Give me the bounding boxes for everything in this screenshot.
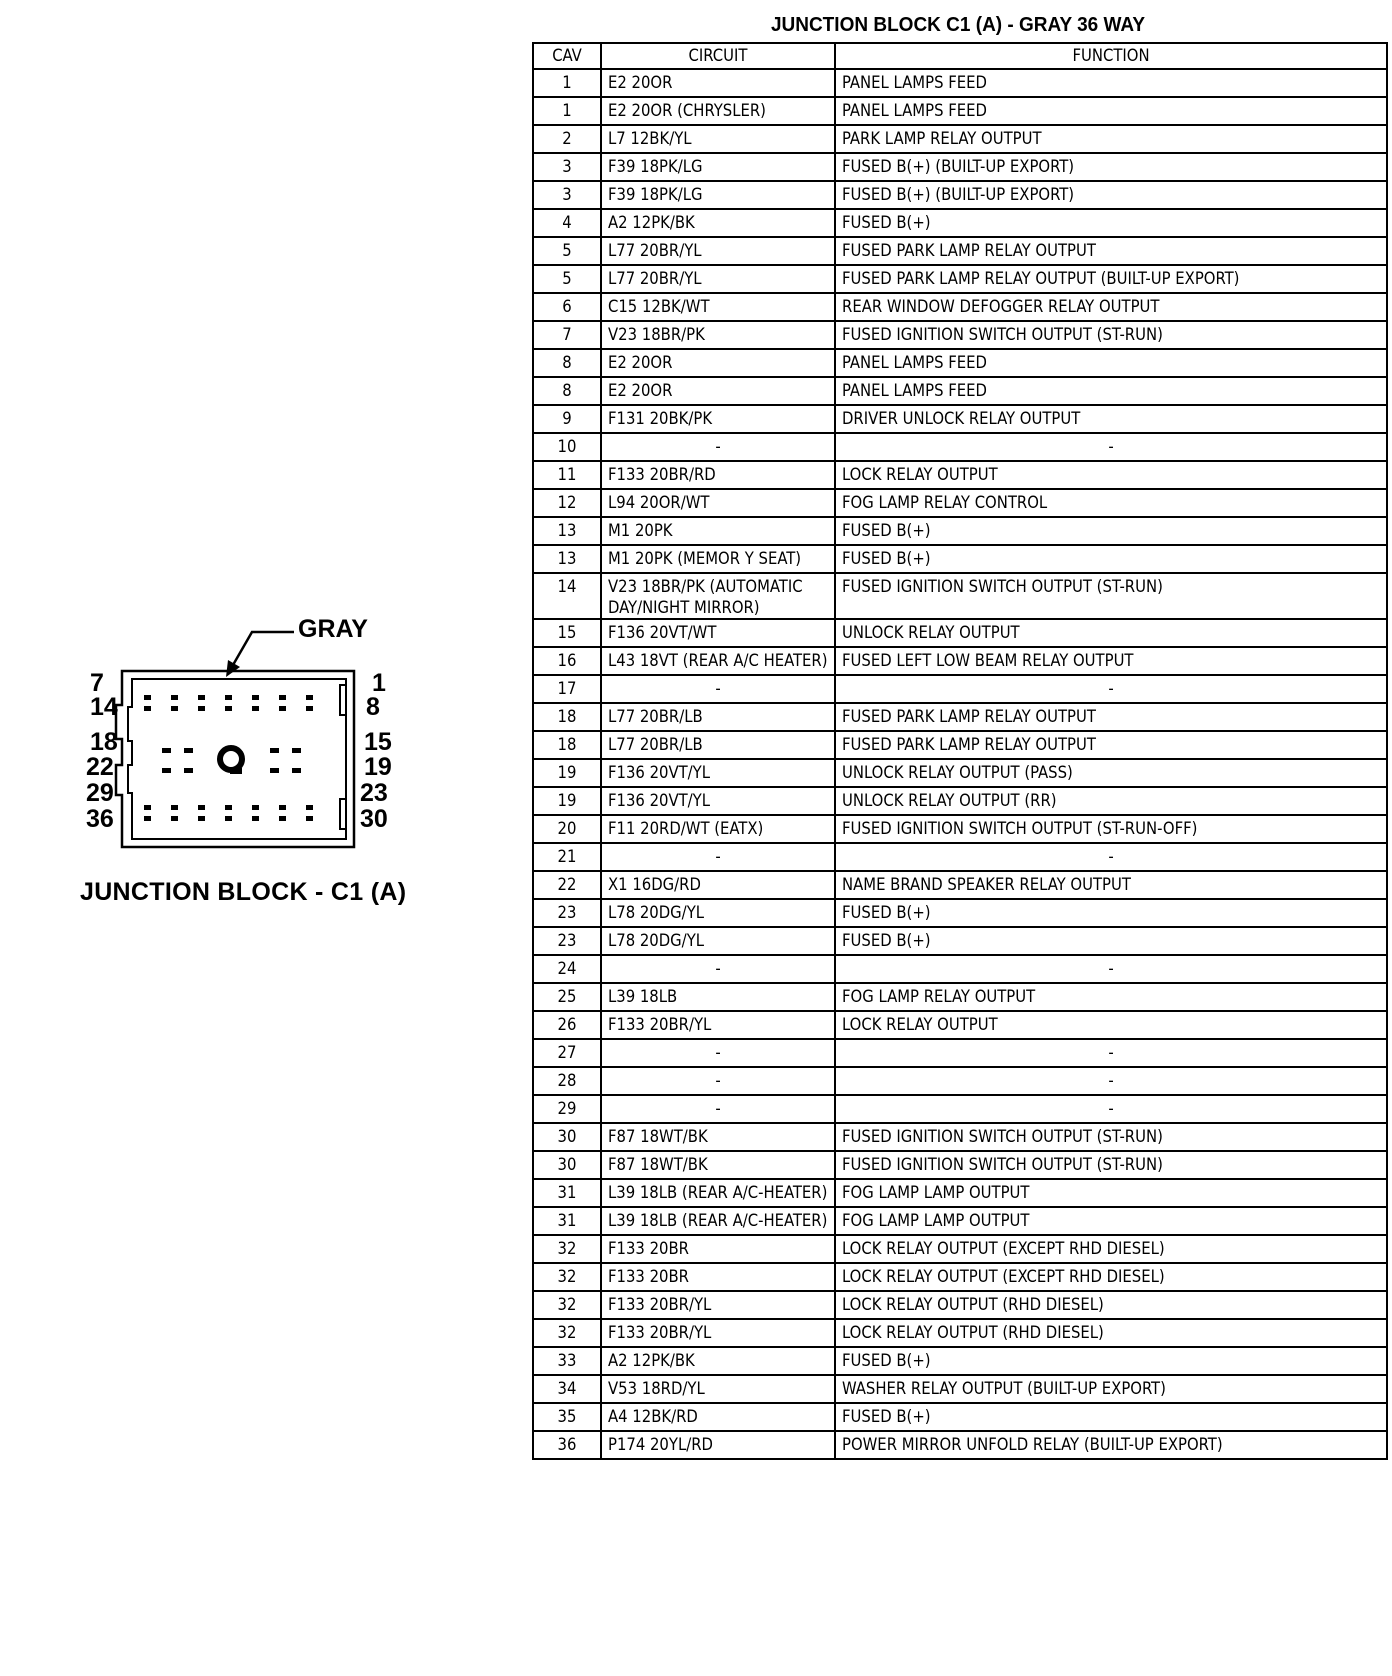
- circuit-cell: F133 20BR/RD: [601, 461, 835, 489]
- function-cell: DRIVER UNLOCK RELAY OUTPUT: [835, 405, 1387, 433]
- cav-cell: 31: [533, 1179, 601, 1207]
- table-row: [533, 1319, 1387, 1347]
- circuit-cell: F11 20RD/WT (EATX): [601, 815, 835, 843]
- cav-cell: 30: [533, 1123, 601, 1151]
- pin-label-29: 29: [86, 779, 114, 807]
- table-row: [533, 1067, 1387, 1095]
- function-cell: UNLOCK RELAY OUTPUT (PASS): [835, 759, 1387, 787]
- cav-cell: 35: [533, 1403, 601, 1431]
- function-cell: PANEL LAMPS FEED: [835, 97, 1387, 125]
- cav-cell: 2: [533, 125, 601, 153]
- function-cell: -: [835, 843, 1387, 871]
- top-pin-row: [144, 695, 313, 711]
- table-row: [533, 927, 1387, 955]
- circuit-cell: E2 20OR: [601, 349, 835, 377]
- circuit-cell: -: [601, 675, 835, 703]
- function-cell: PARK LAMP RELAY OUTPUT: [835, 125, 1387, 153]
- cav-cell: 7: [533, 321, 601, 349]
- cav-cell: 6: [533, 293, 601, 321]
- table-row: [533, 1179, 1387, 1207]
- function-cell: FUSED B(+): [835, 1347, 1387, 1375]
- function-cell: FUSED B(+): [835, 927, 1387, 955]
- table-row: [533, 815, 1387, 843]
- connector-diagram: [70, 615, 470, 915]
- table-row: [533, 703, 1387, 731]
- cav-cell: 32: [533, 1319, 601, 1347]
- function-cell: FOG LAMP RELAY CONTROL: [835, 489, 1387, 517]
- circuit-cell: L78 20DG/YL: [601, 927, 835, 955]
- circuit-cell: M1 20PK: [601, 517, 835, 545]
- table-row: [533, 1151, 1387, 1179]
- table-row: [533, 1403, 1387, 1431]
- pin-label-30: 30: [360, 805, 388, 833]
- table-row: [533, 349, 1387, 377]
- circuit-cell: L77 20BR/YL: [601, 265, 835, 293]
- pin-label-1: 1: [372, 669, 386, 697]
- pin-label-18: 18: [90, 728, 118, 756]
- function-cell: WASHER RELAY OUTPUT (BUILT-UP EXPORT): [835, 1375, 1387, 1403]
- cav-cell: 12: [533, 489, 601, 517]
- cav-cell: 27: [533, 1039, 601, 1067]
- table-row: [533, 871, 1387, 899]
- cav-cell: 19: [533, 787, 601, 815]
- table-row: [533, 405, 1387, 433]
- circuit-cell: F87 18WT/BK: [601, 1123, 835, 1151]
- pin-label-19: 19: [364, 753, 392, 781]
- table-title: JUNCTION BLOCK C1 (A) - GRAY 36 WAY: [770, 14, 1146, 36]
- function-cell: POWER MIRROR UNFOLD RELAY (BUILT-UP EXPORT): [835, 1431, 1387, 1459]
- circuit-cell: L39 18LB: [601, 983, 835, 1011]
- table-row: [533, 489, 1387, 517]
- cav-cell: 14: [533, 573, 601, 619]
- function-cell: FUSED LEFT LOW BEAM RELAY OUTPUT: [835, 647, 1387, 675]
- circuit-cell: L39 18LB (REAR A/C-HEATER): [601, 1207, 835, 1235]
- color-arrow: [233, 632, 294, 665]
- function-cell: FUSED B(+): [835, 517, 1387, 545]
- function-cell: LOCK RELAY OUTPUT (EXCEPT RHD DIESEL): [835, 1235, 1387, 1263]
- circuit-cell: V53 18RD/YL: [601, 1375, 835, 1403]
- function-cell: FUSED IGNITION SWITCH OUTPUT (ST-RUN): [835, 573, 1387, 619]
- circuit-cell: F133 20BR/YL: [601, 1319, 835, 1347]
- function-cell: FUSED PARK LAMP RELAY OUTPUT (BUILT-UP EXPORT): [835, 265, 1387, 293]
- function-cell: LOCK RELAY OUTPUT (RHD DIESEL): [835, 1319, 1387, 1347]
- table-row: [533, 181, 1387, 209]
- circuit-cell: -: [601, 1039, 835, 1067]
- circuit-cell: F136 20VT/WT: [601, 619, 835, 647]
- table-row: [533, 983, 1387, 1011]
- function-cell: REAR WINDOW DEFOGGER RELAY OUTPUT: [835, 293, 1387, 321]
- cav-cell: 32: [533, 1263, 601, 1291]
- table-row: [533, 1291, 1387, 1319]
- table-row: [533, 1095, 1387, 1123]
- circuit-cell: L7 12BK/YL: [601, 125, 835, 153]
- table-row: [533, 1431, 1387, 1459]
- pinout-table: [532, 42, 1388, 1460]
- table-body: [533, 69, 1387, 1459]
- circuit-cell: L77 20BR/LB: [601, 703, 835, 731]
- function-cell: FUSED IGNITION SWITCH OUTPUT (ST-RUN): [835, 1151, 1387, 1179]
- table-row: [533, 377, 1387, 405]
- table-row: [533, 1207, 1387, 1235]
- function-cell: -: [835, 955, 1387, 983]
- function-cell: LOCK RELAY OUTPUT (EXCEPT RHD DIESEL): [835, 1263, 1387, 1291]
- circuit-cell: V23 18BR/PK (AUTOMATIC DAY/NIGHT MIRROR): [601, 573, 835, 619]
- function-cell: FOG LAMP LAMP OUTPUT: [835, 1179, 1387, 1207]
- table-row: [533, 647, 1387, 675]
- cav-cell: 16: [533, 647, 601, 675]
- cav-cell: 36: [533, 1431, 601, 1459]
- cav-cell: 20: [533, 815, 601, 843]
- table-row: [533, 1347, 1387, 1375]
- function-cell: LOCK RELAY OUTPUT (RHD DIESEL): [835, 1291, 1387, 1319]
- cav-cell: 5: [533, 237, 601, 265]
- function-cell: -: [835, 675, 1387, 703]
- table-row: [533, 573, 1387, 619]
- table-row: [533, 545, 1387, 573]
- table-row: [533, 843, 1387, 871]
- table-row: [533, 293, 1387, 321]
- function-cell: FOG LAMP RELAY OUTPUT: [835, 983, 1387, 1011]
- cav-cell: 9: [533, 405, 601, 433]
- function-cell: FUSED IGNITION SWITCH OUTPUT (ST-RUN): [835, 321, 1387, 349]
- function-cell: FOG LAMP LAMP OUTPUT: [835, 1207, 1387, 1235]
- function-cell: PANEL LAMPS FEED: [835, 349, 1387, 377]
- cav-cell: 30: [533, 1151, 601, 1179]
- circuit-cell: V23 18BR/PK: [601, 321, 835, 349]
- circuit-cell: F39 18PK/LG: [601, 153, 835, 181]
- cav-cell: 31: [533, 1207, 601, 1235]
- cav-cell: 18: [533, 703, 601, 731]
- connector-color-label: GRAY: [298, 615, 368, 643]
- table-header-row: [533, 43, 1387, 69]
- pin-label-8: 8: [366, 693, 380, 721]
- cav-cell: 29: [533, 1095, 601, 1123]
- table-row: [533, 433, 1387, 461]
- connector-housing-inner: [128, 679, 346, 839]
- function-cell: LOCK RELAY OUTPUT: [835, 1011, 1387, 1039]
- cav-cell: 26: [533, 1011, 601, 1039]
- circuit-cell: L39 18LB (REAR A/C-HEATER): [601, 1179, 835, 1207]
- cav-cell: 32: [533, 1291, 601, 1319]
- function-cell: FUSED B(+): [835, 545, 1387, 573]
- table-row: [533, 153, 1387, 181]
- circuit-cell: F136 20VT/YL: [601, 759, 835, 787]
- function-cell: UNLOCK RELAY OUTPUT (RR): [835, 787, 1387, 815]
- table-row: [533, 97, 1387, 125]
- circuit-cell: E2 20OR (CHRYSLER): [601, 97, 835, 125]
- function-cell: FUSED PARK LAMP RELAY OUTPUT: [835, 731, 1387, 759]
- cav-cell: 24: [533, 955, 601, 983]
- cav-cell: 15: [533, 619, 601, 647]
- cav-cell: 4: [533, 209, 601, 237]
- cav-cell: 5: [533, 265, 601, 293]
- table-row: [533, 265, 1387, 293]
- cav-cell: 17: [533, 675, 601, 703]
- cav-cell: 22: [533, 871, 601, 899]
- circuit-cell: A2 12PK/BK: [601, 209, 835, 237]
- circuit-cell: F136 20VT/YL: [601, 787, 835, 815]
- cav-cell: 32: [533, 1235, 601, 1263]
- table-row: [533, 1011, 1387, 1039]
- pin-label-22: 22: [86, 753, 114, 781]
- table-row: [533, 955, 1387, 983]
- cav-cell: 3: [533, 153, 601, 181]
- cav-cell: 3: [533, 181, 601, 209]
- pin-label-7: 7: [90, 669, 104, 697]
- circuit-cell: F39 18PK/LG: [601, 181, 835, 209]
- function-cell: -: [835, 433, 1387, 461]
- function-cell: FUSED PARK LAMP RELAY OUTPUT: [835, 703, 1387, 731]
- circuit-cell: -: [601, 843, 835, 871]
- cav-cell: 19: [533, 759, 601, 787]
- cav-cell: 25: [533, 983, 601, 1011]
- circuit-cell: L77 20BR/LB: [601, 731, 835, 759]
- table-row: [533, 237, 1387, 265]
- function-cell: LOCK RELAY OUTPUT: [835, 461, 1387, 489]
- table-row: [533, 787, 1387, 815]
- function-cell: FUSED B(+): [835, 899, 1387, 927]
- connector-caption: JUNCTION BLOCK - C1 (A): [80, 878, 407, 906]
- cav-cell: 11: [533, 461, 601, 489]
- function-cell: FUSED IGNITION SWITCH OUTPUT (ST-RUN): [835, 1123, 1387, 1151]
- function-cell: FUSED B(+): [835, 209, 1387, 237]
- circuit-cell: -: [601, 433, 835, 461]
- circuit-cell: L94 20OR/WT: [601, 489, 835, 517]
- header-function: FUNCTION: [835, 43, 1387, 69]
- cav-cell: 33: [533, 1347, 601, 1375]
- table-row: [533, 731, 1387, 759]
- table-row: [533, 1123, 1387, 1151]
- cav-cell: 1: [533, 69, 601, 97]
- center-stud-icon: [220, 748, 242, 774]
- function-cell: PANEL LAMPS FEED: [835, 377, 1387, 405]
- circuit-cell: -: [601, 1067, 835, 1095]
- function-cell: -: [835, 1095, 1387, 1123]
- function-cell: FUSED IGNITION SWITCH OUTPUT (ST-RUN-OFF): [835, 815, 1387, 843]
- circuit-cell: L43 18VT (REAR A/C HEATER): [601, 647, 835, 675]
- circuit-cell: F133 20BR/YL: [601, 1291, 835, 1319]
- cav-cell: 8: [533, 377, 601, 405]
- table-row: [533, 1235, 1387, 1263]
- table-row: [533, 759, 1387, 787]
- function-cell: -: [835, 1067, 1387, 1095]
- circuit-cell: M1 20PK (MEMOR Y SEAT): [601, 545, 835, 573]
- table-row: [533, 899, 1387, 927]
- circuit-cell: A4 12BK/RD: [601, 1403, 835, 1431]
- circuit-cell: F133 20BR: [601, 1263, 835, 1291]
- cav-cell: 13: [533, 517, 601, 545]
- table-row: [533, 619, 1387, 647]
- function-cell: FUSED B(+) (BUILT-UP EXPORT): [835, 153, 1387, 181]
- circuit-cell: -: [601, 1095, 835, 1123]
- function-cell: -: [835, 1039, 1387, 1067]
- function-cell: PANEL LAMPS FEED: [835, 69, 1387, 97]
- circuit-cell: L77 20BR/YL: [601, 237, 835, 265]
- function-cell: FUSED B(+): [835, 1403, 1387, 1431]
- cav-cell: 23: [533, 899, 601, 927]
- cav-cell: 18: [533, 731, 601, 759]
- table-row: [533, 209, 1387, 237]
- function-cell: NAME BRAND SPEAKER RELAY OUTPUT: [835, 871, 1387, 899]
- circuit-cell: E2 20OR: [601, 377, 835, 405]
- circuit-cell: F131 20BK/PK: [601, 405, 835, 433]
- circuit-cell: C15 12BK/WT: [601, 293, 835, 321]
- circuit-cell: E2 20OR: [601, 69, 835, 97]
- table-row: [533, 69, 1387, 97]
- cav-cell: 10: [533, 433, 601, 461]
- table-row: [533, 461, 1387, 489]
- pin-label-15: 15: [364, 728, 392, 756]
- cav-cell: 8: [533, 349, 601, 377]
- circuit-cell: A2 12PK/BK: [601, 1347, 835, 1375]
- pin-label-23: 23: [360, 779, 388, 807]
- table-row: [533, 517, 1387, 545]
- cav-cell: 23: [533, 927, 601, 955]
- circuit-cell: F133 20BR/YL: [601, 1011, 835, 1039]
- table-row: [533, 125, 1387, 153]
- table-row: [533, 1263, 1387, 1291]
- connector-housing-outer: [116, 671, 354, 847]
- table-row: [533, 321, 1387, 349]
- circuit-cell: -: [601, 955, 835, 983]
- table-row: [533, 1375, 1387, 1403]
- cav-cell: 21: [533, 843, 601, 871]
- circuit-cell: F87 18WT/BK: [601, 1151, 835, 1179]
- circuit-cell: L78 20DG/YL: [601, 899, 835, 927]
- function-cell: UNLOCK RELAY OUTPUT: [835, 619, 1387, 647]
- header-circuit: CIRCUIT: [601, 43, 835, 69]
- table-row: [533, 1039, 1387, 1067]
- bottom-pin-row: [144, 805, 313, 821]
- cav-cell: 28: [533, 1067, 601, 1095]
- cav-cell: 13: [533, 545, 601, 573]
- circuit-cell: P174 20YL/RD: [601, 1431, 835, 1459]
- table-row: [533, 675, 1387, 703]
- circuit-cell: F133 20BR: [601, 1235, 835, 1263]
- pin-label-36: 36: [86, 805, 114, 833]
- cav-cell: 1: [533, 97, 601, 125]
- function-cell: FUSED PARK LAMP RELAY OUTPUT: [835, 237, 1387, 265]
- circuit-cell: X1 16DG/RD: [601, 871, 835, 899]
- function-cell: FUSED B(+) (BUILT-UP EXPORT): [835, 181, 1387, 209]
- header-cav: CAV: [533, 43, 601, 69]
- pin-label-14: 14: [90, 693, 118, 721]
- cav-cell: 34: [533, 1375, 601, 1403]
